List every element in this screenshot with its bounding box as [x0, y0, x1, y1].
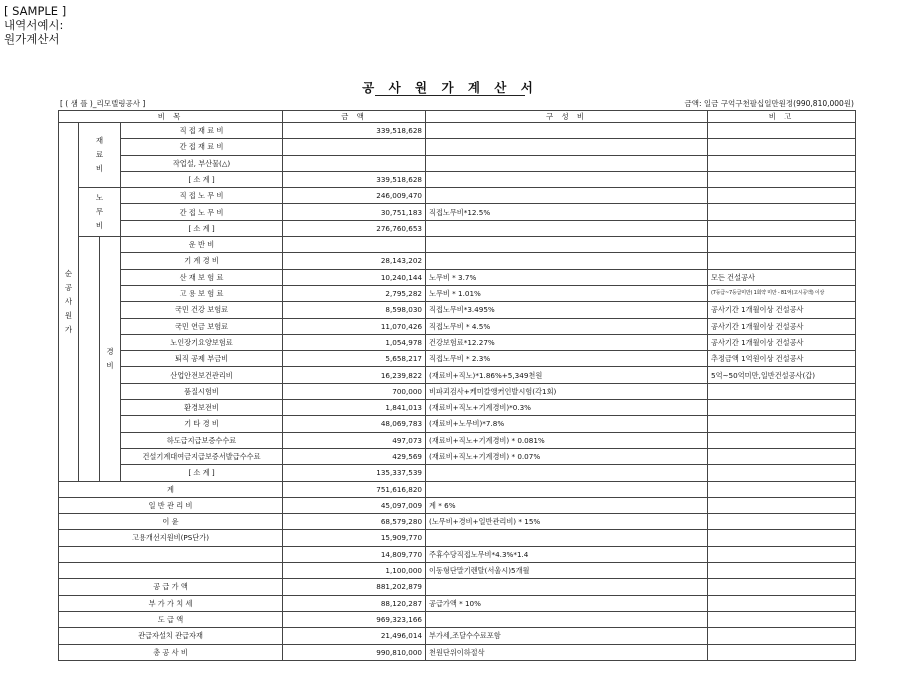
- composition-cell: 공급가액 * 10%: [426, 595, 708, 611]
- item-cell: 노인장기요양보험료: [121, 334, 283, 350]
- table-row: [59, 318, 856, 334]
- group-labor: [79, 188, 121, 237]
- table-row: [59, 302, 856, 318]
- amount-cell: 2,795,282: [283, 285, 426, 301]
- group-material-label: 재 료 비: [95, 136, 104, 174]
- remarks-cell: (7등급~7등급미만) 1회약 미만 - 81억(고시공액) 이상: [708, 285, 856, 301]
- item-cell: 계: [59, 481, 283, 497]
- remarks-cell: [708, 481, 856, 497]
- composition-cell: 건강보험료*12.27%: [426, 334, 708, 350]
- table-body: [59, 123, 856, 661]
- remarks-cell: [708, 628, 856, 644]
- amount-cell: 276,760,653: [283, 220, 426, 236]
- composition-cell: 직접노무비*3.495%: [426, 302, 708, 318]
- item-cell: [59, 563, 283, 579]
- amount-cell: 339,518,628: [283, 171, 426, 187]
- amount-cell: [283, 155, 426, 171]
- remarks-cell: [708, 383, 856, 399]
- table-row: [59, 188, 856, 204]
- amount-cell: 1,100,000: [283, 563, 426, 579]
- sample-watermark: [4, 4, 66, 46]
- table-row: [59, 400, 856, 416]
- composition-cell: 노무비 * 1.01%: [426, 285, 708, 301]
- item-cell: 고용개선지원비(PS단가): [59, 530, 283, 546]
- table-row: [59, 432, 856, 448]
- composition-cell: [426, 155, 708, 171]
- item-cell: 국민 연금 보험료: [121, 318, 283, 334]
- amount-cell: 881,202,879: [283, 579, 426, 595]
- item-cell: 관급자설치 관급자재: [59, 628, 283, 644]
- amount-cell: 339,518,628: [283, 123, 426, 139]
- item-cell: 국민 건강 보험료: [121, 302, 283, 318]
- item-cell: 환경보전비: [121, 400, 283, 416]
- item-cell: 기 타 경 비: [121, 416, 283, 432]
- item-cell: 고 용 보 험 료: [121, 285, 283, 301]
- remarks-cell: [708, 220, 856, 236]
- remarks-cell: [708, 171, 856, 187]
- composition-cell: 주휴수당직접노무비*4.3%*1.4: [426, 546, 708, 562]
- group-net-cost: [59, 123, 79, 482]
- group-net-cost-label: 순 공 사 원 가: [64, 268, 73, 334]
- item-cell: 기 계 경 비: [121, 253, 283, 269]
- table-row: [59, 579, 856, 595]
- table-row: [59, 497, 856, 513]
- amount-cell: 8,598,030: [283, 302, 426, 318]
- cost-table: [58, 110, 856, 661]
- item-cell: 퇴직 공제 부금비: [121, 351, 283, 367]
- item-cell: 총 공 사 비: [59, 644, 283, 660]
- remarks-cell: [708, 644, 856, 660]
- table-row: [59, 383, 856, 399]
- project-name: [ ( 샘 플 )_리모델링공사 ]: [60, 99, 146, 108]
- amount-cell: 11,070,426: [283, 318, 426, 334]
- remarks-cell: 공사기간 1개월이상 건설공사: [708, 318, 856, 334]
- composition-cell: 직접노무비*12.5%: [426, 204, 708, 220]
- table-row: [59, 171, 856, 187]
- table-row: [59, 123, 856, 139]
- composition-cell: (재료비+직노)*1.86%+5,349천원: [426, 367, 708, 383]
- sample-line-1: 내역서예시:: [4, 18, 64, 32]
- table-row: [59, 351, 856, 367]
- document-title: 공 사 원 가 계 산 서: [362, 80, 538, 95]
- composition-cell: [426, 188, 708, 204]
- remarks-cell: [708, 400, 856, 416]
- composition-cell: [426, 139, 708, 155]
- composition-cell: [426, 579, 708, 595]
- table-row: [59, 563, 856, 579]
- amount-cell: 16,239,822: [283, 367, 426, 383]
- remarks-cell: [708, 188, 856, 204]
- item-cell: [ 소 계 ]: [121, 171, 283, 187]
- table-row: [59, 155, 856, 171]
- total-row: [59, 481, 856, 497]
- group-expense-label: 경 비: [106, 346, 114, 370]
- item-cell: 일 반 관 리 비: [59, 497, 283, 513]
- item-cell: [ 소 계 ]: [121, 465, 283, 481]
- table-header-row: [59, 111, 856, 123]
- table-row: [59, 416, 856, 432]
- amount-cell: 28,143,202: [283, 253, 426, 269]
- item-cell: [ 소 계 ]: [121, 220, 283, 236]
- col-header-item: 비 목: [59, 111, 283, 123]
- table-row: [59, 628, 856, 644]
- item-cell: 하도급지급보증수수료: [121, 432, 283, 448]
- table-row: [59, 269, 856, 285]
- composition-cell: [426, 220, 708, 236]
- remarks-cell: [708, 579, 856, 595]
- remarks-cell: [708, 530, 856, 546]
- composition-cell: (재료비+직노+기계경비)*0.3%: [426, 400, 708, 416]
- remarks-cell: [708, 416, 856, 432]
- remarks-cell: [708, 123, 856, 139]
- amount-cell: 700,000: [283, 383, 426, 399]
- item-cell: 산 재 보 험 료: [121, 269, 283, 285]
- group-labor-label: 노 무 비: [95, 193, 104, 231]
- item-cell: 운 반 비: [121, 237, 283, 253]
- amount-cell: 45,097,009: [283, 497, 426, 513]
- composition-cell: [426, 237, 708, 253]
- table-row: [59, 237, 856, 253]
- remarks-cell: [708, 139, 856, 155]
- remarks-cell: [708, 155, 856, 171]
- item-cell: 간 접 노 무 비: [121, 204, 283, 220]
- composition-cell: 천원단위이하절삭: [426, 644, 708, 660]
- col-header-remarks: 비 고: [708, 111, 856, 123]
- amount-cell: 135,337,539: [283, 465, 426, 481]
- composition-cell: 부가세,조달수수료포함: [426, 628, 708, 644]
- table-row: [59, 139, 856, 155]
- composition-cell: 계 * 6%: [426, 497, 708, 513]
- remarks-cell: [708, 432, 856, 448]
- remarks-cell: [708, 595, 856, 611]
- amount-cell: 429,569: [283, 448, 426, 464]
- remarks-cell: [708, 465, 856, 481]
- amount-cell: [283, 139, 426, 155]
- item-cell: 부 가 가 치 세: [59, 595, 283, 611]
- table-row: [59, 611, 856, 627]
- amount-cell: 14,809,770: [283, 546, 426, 562]
- composition-cell: [426, 123, 708, 139]
- group-expense: [100, 237, 121, 481]
- remarks-cell: [708, 448, 856, 464]
- composition-cell: [426, 530, 708, 546]
- table-row: [59, 220, 856, 236]
- amount-cell: [283, 237, 426, 253]
- title-underline: [375, 95, 525, 96]
- amount-cell: 5,658,217: [283, 351, 426, 367]
- remarks-cell: [708, 563, 856, 579]
- amount-cell: 751,616,820: [283, 481, 426, 497]
- table-row: [59, 530, 856, 546]
- item-cell: 직 접 노 무 비: [121, 188, 283, 204]
- remarks-cell: 모든 건설공사: [708, 269, 856, 285]
- table-row: [59, 546, 856, 562]
- item-cell: 건설기계대여금지급보증서발급수수료: [121, 448, 283, 464]
- table-row: [59, 253, 856, 269]
- amount-cell: 30,751,183: [283, 204, 426, 220]
- composition-cell: (재료비+직노+기계경비) * 0.081%: [426, 432, 708, 448]
- table-row: [59, 285, 856, 301]
- composition-cell: 직접노무비 * 4.5%: [426, 318, 708, 334]
- composition-cell: [426, 611, 708, 627]
- remarks-cell: [708, 546, 856, 562]
- remarks-cell: 공사기간 1개월이상 건설공사: [708, 302, 856, 318]
- amount-cell: 21,496,014: [283, 628, 426, 644]
- item-cell: 품질시험비: [121, 383, 283, 399]
- item-cell: 공 급 가 액: [59, 579, 283, 595]
- composition-cell: (재료비+직노+기계경비) * 0.07%: [426, 448, 708, 464]
- total-amount-text: 금액: 일금 구억구천팔십일만원정(990,810,000원): [684, 99, 854, 108]
- remarks-cell: [708, 497, 856, 513]
- sample-line-2: 원가계산서: [4, 32, 60, 46]
- table-row: [59, 367, 856, 383]
- composition-cell: [426, 465, 708, 481]
- composition-cell: 비파괴검사+케미칼앵커인발시험(각1회): [426, 383, 708, 399]
- item-cell: 이 윤: [59, 514, 283, 530]
- col-header-amount: 금 액: [283, 111, 426, 123]
- item-cell: 산업안전보건관리비: [121, 367, 283, 383]
- expense-indent: [79, 237, 100, 481]
- amount-cell: 1,054,978: [283, 334, 426, 350]
- table-row: [59, 448, 856, 464]
- col-header-composition: 구 성 비: [426, 111, 708, 123]
- item-cell: 간 접 재 료 비: [121, 139, 283, 155]
- composition-cell: [426, 253, 708, 269]
- table-row: [59, 465, 856, 481]
- composition-cell: (노무비+경비+일반관리비) * 15%: [426, 514, 708, 530]
- group-material: [79, 123, 121, 188]
- item-cell: 작업설, 부산물(△): [121, 155, 283, 171]
- remarks-cell: [708, 514, 856, 530]
- amount-cell: 1,841,013: [283, 400, 426, 416]
- table-row: [59, 644, 856, 660]
- table-row: [59, 514, 856, 530]
- item-cell: 직 접 재 료 비: [121, 123, 283, 139]
- amount-cell: 48,069,783: [283, 416, 426, 432]
- composition-cell: 노무비 * 3.7%: [426, 269, 708, 285]
- amount-cell: 15,909,770: [283, 530, 426, 546]
- remarks-cell: [708, 237, 856, 253]
- amount-cell: 497,073: [283, 432, 426, 448]
- amount-cell: 246,009,470: [283, 188, 426, 204]
- item-cell: 도 급 액: [59, 611, 283, 627]
- composition-cell: [426, 171, 708, 187]
- composition-cell: 이동형단말기렌탈(서울시)5개월: [426, 563, 708, 579]
- remarks-cell: 추정금액 1억원이상 건설공사: [708, 351, 856, 367]
- amount-cell: 10,240,144: [283, 269, 426, 285]
- amount-cell: 88,120,287: [283, 595, 426, 611]
- table-row: [59, 204, 856, 220]
- table-row: [59, 595, 856, 611]
- remarks-cell: 공사기간 1개월이상 건설공사: [708, 334, 856, 350]
- remarks-cell: [708, 253, 856, 269]
- amount-cell: 969,323,166: [283, 611, 426, 627]
- composition-cell: 직접노무비 * 2.3%: [426, 351, 708, 367]
- composition-cell: [426, 481, 708, 497]
- sample-label: [ SAMPLE ]: [4, 4, 67, 18]
- remarks-cell: [708, 204, 856, 220]
- table-row: [59, 334, 856, 350]
- item-cell: [59, 546, 283, 562]
- remarks-cell: 5억~50억미만,일반건설공사(갑): [708, 367, 856, 383]
- remarks-cell: [708, 611, 856, 627]
- amount-cell: 990,810,000: [283, 644, 426, 660]
- amount-cell: 68,579,280: [283, 514, 426, 530]
- composition-cell: (재료비+노무비)*7.8%: [426, 416, 708, 432]
